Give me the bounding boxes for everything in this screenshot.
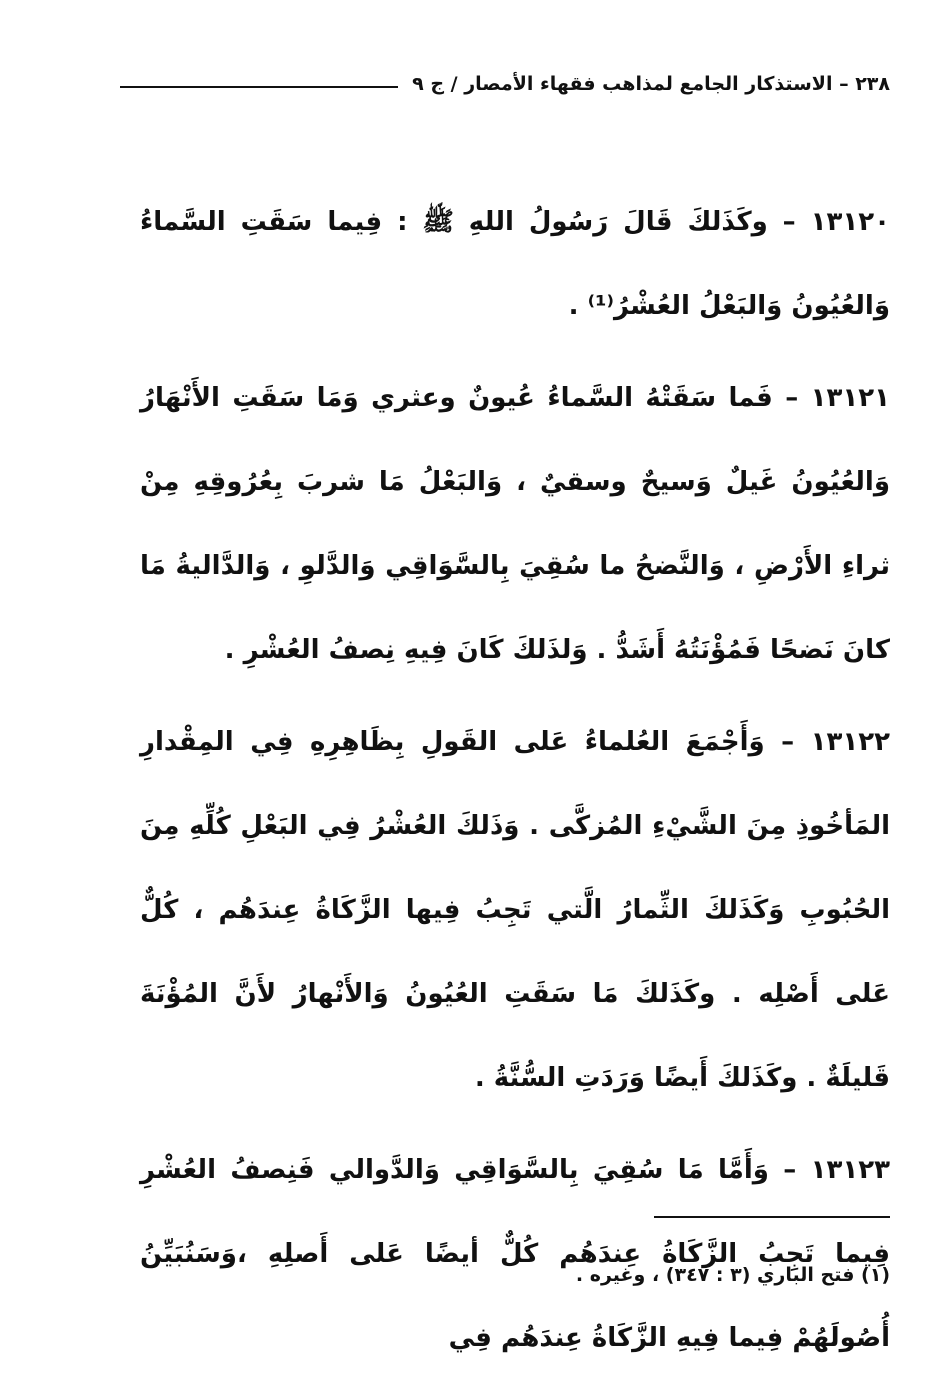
paragraph-13123: ١٣١٢٣ – وَأَمَّا مَا سُقِيَ بِالسَّوَاقِي وَالدَّوالي فَنِصفُ العُشْرِ فِيما تَجِبُ الزَّكَاةُ عِندَهُم كُلٌّ أيضًا عَلى أَصلِهِ ،وَسَنُبَيِّنُ أُصُولَهُمْ فِيما فِيهِ الزَّكَاةُ عِندَهُم فِي — [140, 1155, 890, 1353]
main-text — [140, 180, 890, 1388]
paragraph-13122: ١٣١٢٢ – وَأَجْمَعَ العُلماءُ عَلى القَولِ بِظَاهِرِهِ فِي المِقْدارِ المَأخُوذِ مِنَ الشَّيْءِ المُزكَّى . وَذَلكَ العُشْرُ فِي البَعْلِ كُلِّهِ مِنَ الحُبُوبِ وَكَذَلكَ الثِّمارُ الَّتي تَجِبُ فِيها الزَّكَاةُ عِندَهُم ، كُلٌّ عَلى أَصْلِه . وكَذَلكَ مَا سَقَتِ العُيُونُ وَالأَنْهارُ لأَنَّ المُؤْنَةَ قَليلَةٌ . وكَذَلكَ أَيضًا وَرَدَتِ السُّنَّةُ . — [140, 727, 890, 1093]
header-rule — [120, 86, 398, 88]
running-header — [120, 64, 890, 104]
paragraph-13121: ١٣١٢١ – فَما سَقَتْهُ السَّماءُ عُيونٌ وعثري وَمَا سَقَتِ الأَنْهَارُ وَالعُيُونُ غَيلٌ وَسيحٌ وسقيٌ ، وَالبَعْلُ مَا شربَ بِعُرُوقِهِ مِنْ ثراءِ الأَرْضِ ، وَالنَّضحُ ما سُقِيَ بِالسَّوَاقِي وَالدَّلوِ ، وَالدَّاليةُ مَا كانَ نَضحًا فَمُؤْنَتُهُ أَشَدُّ . وَلذَلكَ كَانَ فِيهِ نِصفُ العُشْرِ . — [140, 383, 890, 665]
footnote: (١) فتح الباري (٣ : ٣٤٧) ، وغيره . — [575, 1264, 890, 1286]
footnote-separator — [654, 1216, 890, 1218]
paragraph-13120: ١٣١٢٠ – وكَذَلكَ قَالَ رَسُولُ اللهِ ﷺ : فِيما سَقَتِ السَّماءُ وَالعُيُونُ وَالبَعْلُ العُشْرُ⁽¹⁾ . — [140, 207, 890, 321]
running-header-text: ٢٣٨ – الاستذكار الجامع لمذاهب فقهاء الأمصار / ج ٩ — [412, 73, 890, 95]
